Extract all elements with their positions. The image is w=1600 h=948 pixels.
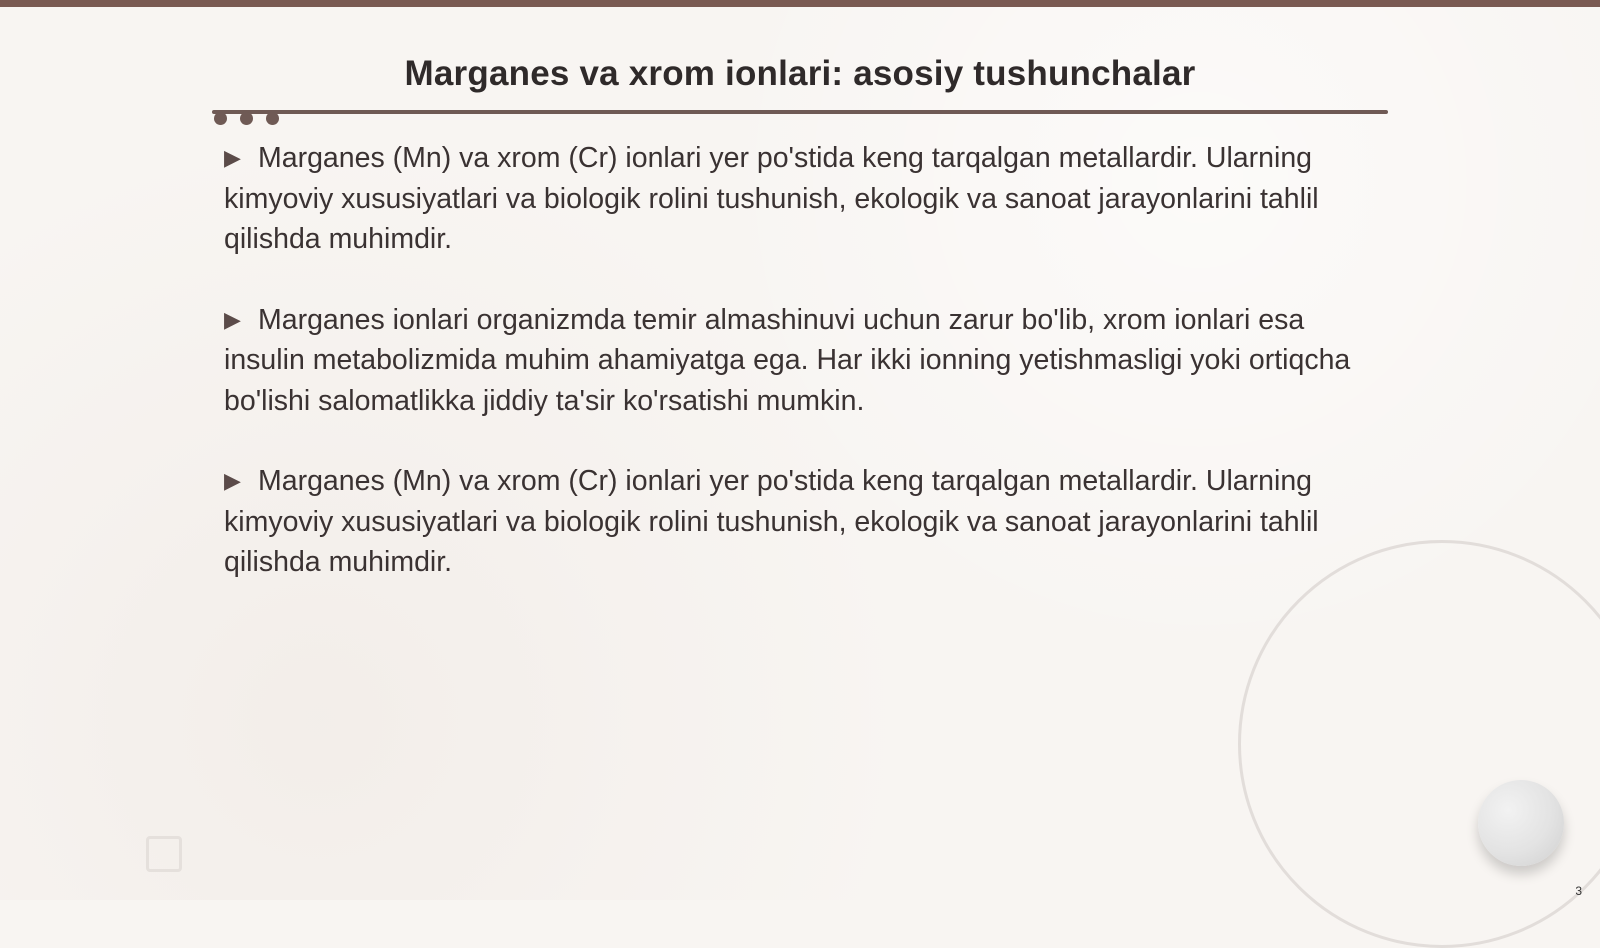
title-underline	[212, 110, 1388, 114]
bullet-arrow-icon: ▶	[224, 145, 241, 170]
slide-title: Marganes va xrom ionlari: asosiy tushunchalar	[404, 54, 1196, 93]
bullet-arrow-icon: ▶	[224, 468, 241, 493]
paragraph-text: Marganes (Mn) va xrom (Cr) ionlari yer po'stida keng tarqalgan metallardir. Ularning kimyoviy xususiyatlari va biologik rolini tushunish, ekologik va sanoat jarayonlarini tahlil qilishda muhimdir.	[224, 465, 1319, 578]
decorative-dot	[240, 112, 253, 125]
decorative-dot	[266, 112, 279, 125]
top-accent-bar	[0, 0, 1600, 7]
paragraph-text: Marganes (Mn) va xrom (Cr) ionlari yer po'stida keng tarqalgan metallardir. Ularning kimyoviy xususiyatlari va biologik rolini tushunish, ekologik va sanoat jarayonlarini tahlil qilishda muhimdir.	[224, 142, 1319, 255]
decorative-knob	[1478, 780, 1564, 866]
decorative-square	[146, 836, 182, 872]
bullet-paragraph-2	[224, 300, 1384, 422]
bullet-arrow-icon: ▶	[224, 306, 241, 332]
bullet-paragraph-3	[224, 461, 1384, 583]
paragraph-text: Marganes ionlari organizmda temir almashinuvi uchun zarur bo'lib, xrom ionlari esa insulin metabolizmida muhim ahamiyatga ega. Har ikki ionning yetishmasligi yoki ortiqcha bo'lishi salomatlikka jiddiy ta'sir ko'rsatishi mumkin.	[224, 303, 1351, 417]
page-number: 3	[1575, 884, 1582, 898]
slide-body	[224, 138, 1384, 623]
decorative-dot	[214, 112, 227, 125]
bullet-paragraph-1	[224, 138, 1384, 260]
